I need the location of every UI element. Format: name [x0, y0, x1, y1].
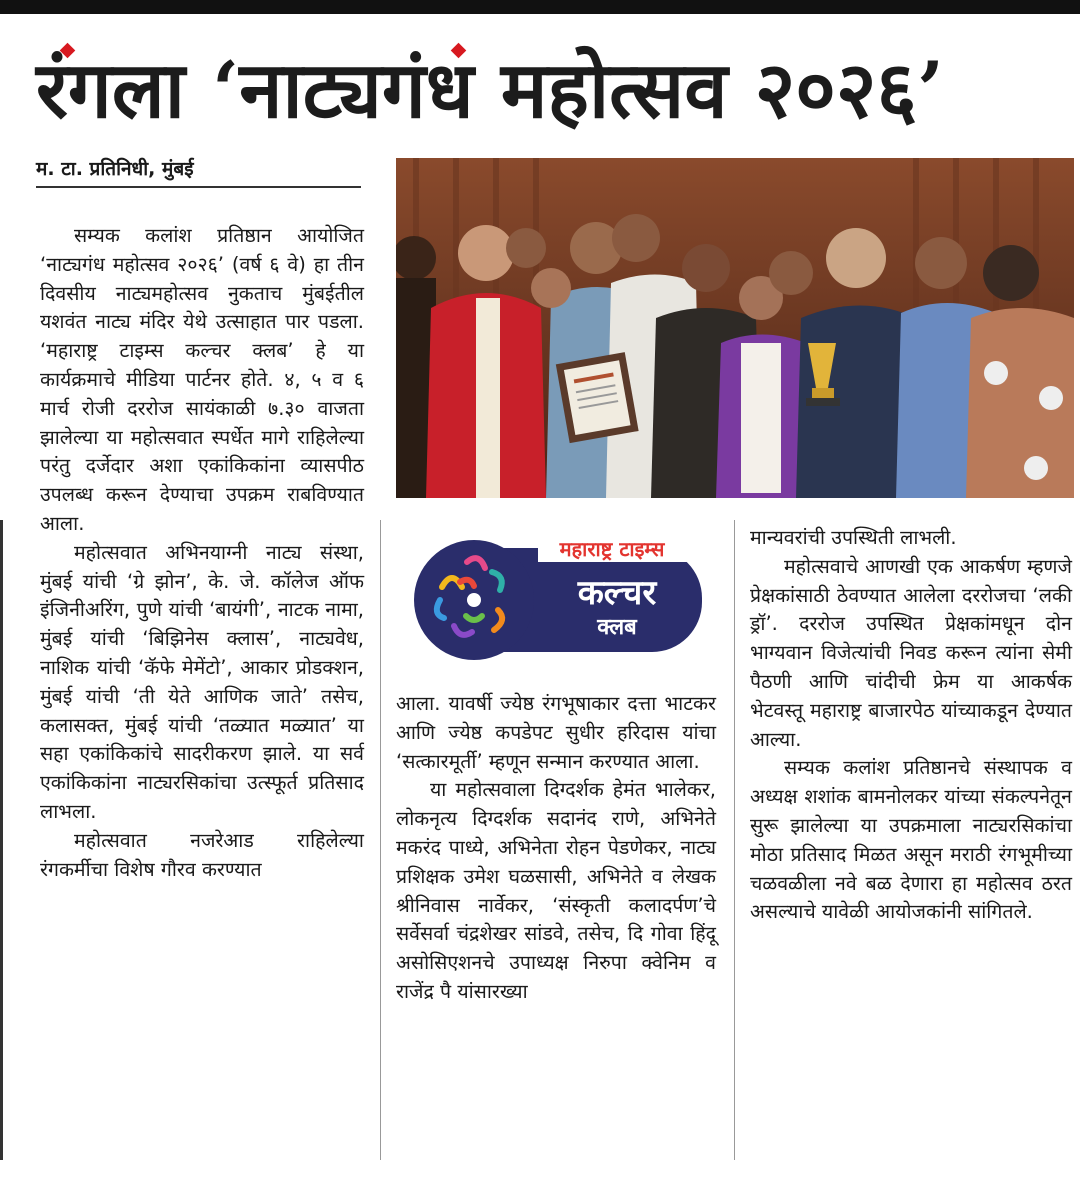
culture-club-logo: [412, 532, 702, 668]
logo-subtitle: क्लब: [597, 615, 637, 640]
paragraph: या महोत्सवाला दिग्दर्शक हेमंत भालेकर, लोकनृत्य दिग्दर्शक सदानंद राणे, अभिनेते मकरंद पाध्ये, अभिनेता रोहन पेडणेकर, नाट्य प्रशिक्षक उमेश घळसासी, अभिनेते व लेखक श्रीनिवास नार्वेकर, ‘संस्कृती कलादर्पण’चे सर्वेसर्वा चंद्रशेखर सांडवे, तसेच, दि गोवा हिंदू असोसिएशनचे उपाध्यक्ष निरुपा क्वेनिम व राजेंद्र पै यांसारख्या: [396, 778, 716, 1003]
event-photo: [396, 158, 1074, 498]
logo-brand: महाराष्ट्र टाइम्स: [559, 537, 665, 561]
column-divider: [734, 520, 735, 1160]
logo-title: कल्चर: [577, 573, 657, 613]
paragraph: महोत्सवात अभिनयाग्नी नाट्य संस्था, मुंबई यांची ‘ग्रे झोन’, के. जे. कॉलेज ऑफ इंजिनीअरिंग, पुणे यांची ‘बायंगी’, नाटक नामा, मुंबई यांची ‘बिझिनेस क्लास’, नाट्यवेध, नाशिक यांची ‘कॅफे मेमेंटो’, आकार प्रोडक्शन, मुंबई यांची ‘ती येते आणिक जाते’ तसेच, कलासक्त, मुंबई यांची ‘तळ्यात मळ्यात’ या सहा एकांकिकांचे सादरीकरण झाले. या सर्व एकांकिकांना नाट्यरसिकांचा उत्स्फूर्त प्रतिसाद लाभला.: [40, 540, 364, 823]
top-border: [0, 0, 1080, 14]
article-column-2: [396, 690, 716, 1007]
paragraph: सम्यक कलांश प्रतिष्ठान आयोजित ‘नाट्यगंध महोत्सव २०२६’ (वर्ष ६ वे) हा तीन दिवसीय नाट्यमहोत्सव नुकताच मुंबईतील यशवंत नाट्य मंदिर येथे उत्साहात पार पडला. ‘महाराष्ट्र टाइम्स कल्चर क्लब’ हे या कार्यक्रमाचे मीडिया पार्टनर होते. ४, ५ व ६ मार्च रोजी दररोज सायंकाळी ७.३० वाजता झालेल्या या महोत्सवात स्पर्धेत मागे राहिलेल्या परंतु दर्जेदार अशा एकांकिकांना व्यासपीठ उपलब्ध करून देण्याचा उपक्रम राबविण्यात आला.: [40, 224, 364, 535]
paragraph: सम्यक कलांश प्रतिष्ठानचे संस्थापक व अध्यक्ष शशांक बामनोलकर यांच्या संकल्पनेतून सुरू झालेल्या या उपक्रमाला नाट्यरसिकांचा मोठा प्रतिसाद मिळत असून मराठी रंगभूमीच्या चळवळीला नवे बळ देणारा हा महोत्सव ठरत असल्याचे यावेळी आयोजकांनी सांगितले.: [750, 756, 1072, 924]
paragraph: मान्यवरांची उपस्थिती लाभली.: [750, 526, 957, 549]
paragraph: महोत्सवात नजरेआड राहिलेल्या रंगकर्मीचा विशेष गौरव करण्यात: [40, 828, 364, 881]
article-column-3: [750, 524, 1072, 927]
paragraph: आला. यावर्षी ज्येष्ठ रंगभूषाकार दत्ता भाटकर आणि ज्येष्ठ कपडेपट सुधीर हरिदास यांचा ‘सत्कारमूर्ती’ म्हणून सन्मान करण्यात आला.: [396, 692, 716, 773]
article-column-1: [40, 222, 364, 884]
column-divider: [380, 520, 381, 1160]
headline: रंगला ‘नाट्यगंध महोत्सव २०२६’: [36, 45, 945, 136]
byline: म. टा. प्रतिनिधी, मुंबई: [36, 152, 361, 188]
paragraph: महोत्सवाचे आणखी एक आकर्षण म्हणजे प्रेक्षकांसाठी ठेवण्यात आलेला दररोजचा ‘लकी ड्रॉ’. दररोज उपस्थित प्रेक्षकांमधून दोन भाग्यवान विजेत्यांची निवड करून त्यांना सेमी पैठणी आणि चांदीची फ्रेम या आकर्षक भेटवस्तू महाराष्ट्र बाजारपेठ यांच्याकडून देण्यात आल्या.: [750, 554, 1072, 751]
column-edge-rule: [0, 520, 3, 1160]
